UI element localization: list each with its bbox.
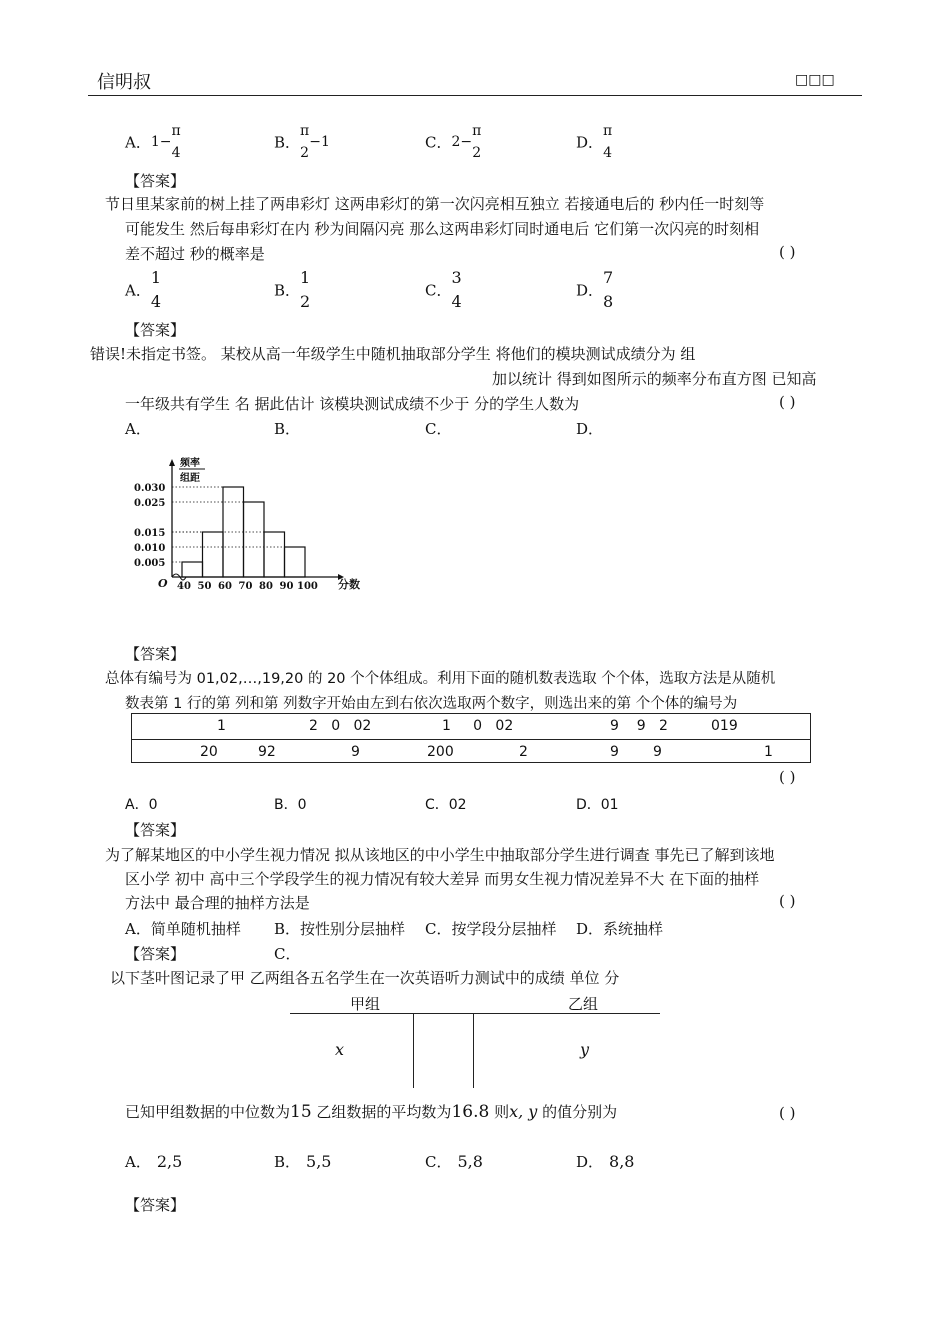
- table-row2-cell: 9: [653, 744, 662, 760]
- header-rule: [88, 95, 862, 96]
- random-answer: 【答案】: [125, 821, 186, 839]
- stem-x-var: x: [335, 1040, 345, 1059]
- sampling-option-c: C．按学段分层抽样: [425, 920, 557, 938]
- histogram-bar: [203, 532, 224, 577]
- sampling-option-a: A．简单随机抽样: [125, 920, 241, 938]
- table-row1-cell: 1: [217, 718, 226, 734]
- random-line-1: 总体有编号为 01,02,…,19,20 的 20 个个体组成。利用下面的随机数表选取 个个体，选取方法是从随机: [105, 671, 776, 687]
- hist-line-3: 一年级共有学生 名 据此估计 该模块测试成绩不少于 分的学生人数为: [125, 395, 580, 413]
- sampling-option-d: D．系统抽样: [576, 920, 664, 938]
- stem-line-1: 以下茎叶图记录了甲 乙两组各五名学生在一次英语听力测试中的成绩 单位 分: [110, 969, 620, 987]
- prev-option-d: D． π 4: [576, 123, 613, 161]
- histogram-bar: [223, 487, 244, 577]
- x-tick-label: 40: [177, 581, 191, 592]
- hist-answer: 【答案】: [125, 645, 186, 663]
- lights-option-a: A． 1 4: [125, 268, 162, 311]
- sampling-option-b: B．按性别分层抽样: [274, 920, 406, 938]
- hist-line-1: 错误!未指定书签。 某校从高一年级学生中随机抽取部分学生 将他们的模块测试成绩分为 组: [90, 345, 696, 363]
- hist-option-b: B．: [274, 420, 301, 438]
- stem-right-divider: [473, 1013, 474, 1088]
- prev-answer: 【答案】: [125, 172, 186, 190]
- stem-condition: 已知甲组数据的中位数为15 乙组数据的平均数为16.8 则x, y 的值分别为: [125, 1102, 618, 1122]
- y-tick-label: 0.025: [134, 498, 166, 509]
- stem-option-a: A． 2,5: [125, 1152, 183, 1171]
- x-tick-label: 50: [197, 581, 212, 592]
- table-row2-cell: 200: [427, 744, 454, 760]
- table-row2-cell: 9: [610, 744, 619, 760]
- histogram-bar: [264, 532, 285, 577]
- stem-left-divider: [413, 1013, 414, 1088]
- stem-right-title: 乙组: [568, 995, 599, 1013]
- random-line-2: 数表第 1 行的第 列和第 列数字开始由左到右依次选取两个数字，则选出来的第 个个体的编号为: [125, 696, 738, 712]
- sampling-answer-value: C．: [274, 945, 301, 963]
- stem-y-var: y: [580, 1040, 590, 1059]
- prev-option-b: B． π 2 −1: [274, 123, 330, 161]
- y-tick-label: 0.010: [134, 543, 166, 554]
- lights-line-1: 节日里某家前的树上挂了两串彩灯 这两串彩灯的第一次闪亮相互独立 若接通电后的 秒内任一时刻等: [105, 195, 765, 213]
- origin-label: O: [158, 577, 168, 590]
- lights-option-d: D． 7 8: [576, 268, 614, 311]
- stem-answer: 【答案】: [125, 1196, 186, 1214]
- sampling-paren: ( ): [779, 892, 796, 910]
- hist-line-2: 加以统计 得到如图所示的频率分布直方图 已知高: [492, 370, 817, 388]
- lights-option-b: B． 1 2: [274, 268, 311, 311]
- x-tick-label: 60: [218, 581, 232, 592]
- table-divider: [132, 739, 810, 740]
- table-row1-cell: 1 0 02: [442, 718, 514, 734]
- y-tick-label: 0.030: [134, 483, 166, 494]
- lights-line-2: 可能发生 然后每串彩灯在内 秒为间隔闪亮 那么这两串彩灯同时通电后 它们第一次闪亮的时刻相: [125, 220, 760, 238]
- stem-header-rule: [290, 1013, 660, 1014]
- y-axis-arrow: [169, 459, 175, 466]
- sampling-line-2: 区小学 初中 高中三个学段学生的视力情况有较大差异 而男女生视力情况差异不大 在下面的抽样: [125, 870, 760, 888]
- stem-left-title: 甲组: [350, 995, 381, 1013]
- table-row2-cell: 9: [351, 744, 360, 760]
- lights-answer: 【答案】: [125, 321, 186, 339]
- lights-line-3: 差不超过 秒的概率是: [125, 245, 265, 263]
- table-row1-cell: 9 9 2: [610, 718, 668, 734]
- prev-option-c: C．2− π 2: [425, 123, 482, 161]
- table-row2-cell: 2: [519, 744, 528, 760]
- random-option-c: C．02: [425, 797, 467, 813]
- x-tick-label: 90: [279, 581, 294, 592]
- x-tick-label: 100: [297, 581, 318, 592]
- hist-paren: ( ): [779, 393, 796, 411]
- histogram-bar: [182, 562, 203, 577]
- table-row2-cell: 92: [258, 744, 276, 760]
- random-option-a: A．0: [125, 797, 158, 813]
- histogram-bar: [244, 502, 265, 577]
- frequency-histogram: [120, 450, 380, 600]
- table-row2-cell: 20: [200, 744, 218, 760]
- hist-option-a: A．: [125, 420, 151, 438]
- hist-option-c: C．: [425, 420, 452, 438]
- prev-option-a: A．1− π 4: [125, 123, 181, 161]
- sampling-answer: 【答案】: [125, 945, 186, 963]
- lights-option-c: C． 3 4: [425, 268, 462, 311]
- x-axis-label: 分数: [338, 578, 360, 591]
- table-row1-cell: 2 0 02: [309, 718, 372, 734]
- random-option-b: B．0: [274, 797, 307, 813]
- stem-option-c: C． 5,8: [425, 1152, 483, 1171]
- random-number-table: [131, 713, 811, 763]
- hist-option-d: D．: [576, 420, 604, 438]
- lights-paren: ( ): [779, 243, 796, 261]
- histogram-bar: [285, 547, 306, 577]
- y-label-bottom: 组距: [180, 473, 200, 484]
- y-tick-label: 0.005: [134, 558, 166, 569]
- header-title: 信明叔: [97, 72, 151, 93]
- x-tick-label: 70: [238, 581, 253, 592]
- header-page-marker: □□□: [795, 72, 835, 88]
- x-tick-label: 80: [259, 581, 273, 592]
- sampling-line-1: 为了解某地区的中小学生视力情况 拟从该地区的中小学生中抽取部分学生进行调查 事先已了解到该地: [105, 846, 775, 864]
- stem-paren: ( ): [779, 1104, 796, 1122]
- y-tick-label: 0.015: [134, 528, 166, 539]
- stem-option-b: B． 5,5: [274, 1152, 332, 1171]
- table-row1-cell: 019: [711, 718, 738, 734]
- random-option-d: D．01: [576, 797, 619, 813]
- table-row2-cell: 1: [764, 744, 773, 760]
- random-paren: ( ): [779, 768, 796, 786]
- stem-option-d: D． 8,8: [576, 1152, 635, 1171]
- sampling-line-3: 方法中 最合理的抽样方法是: [125, 894, 310, 912]
- y-label-top: 频率: [180, 458, 200, 469]
